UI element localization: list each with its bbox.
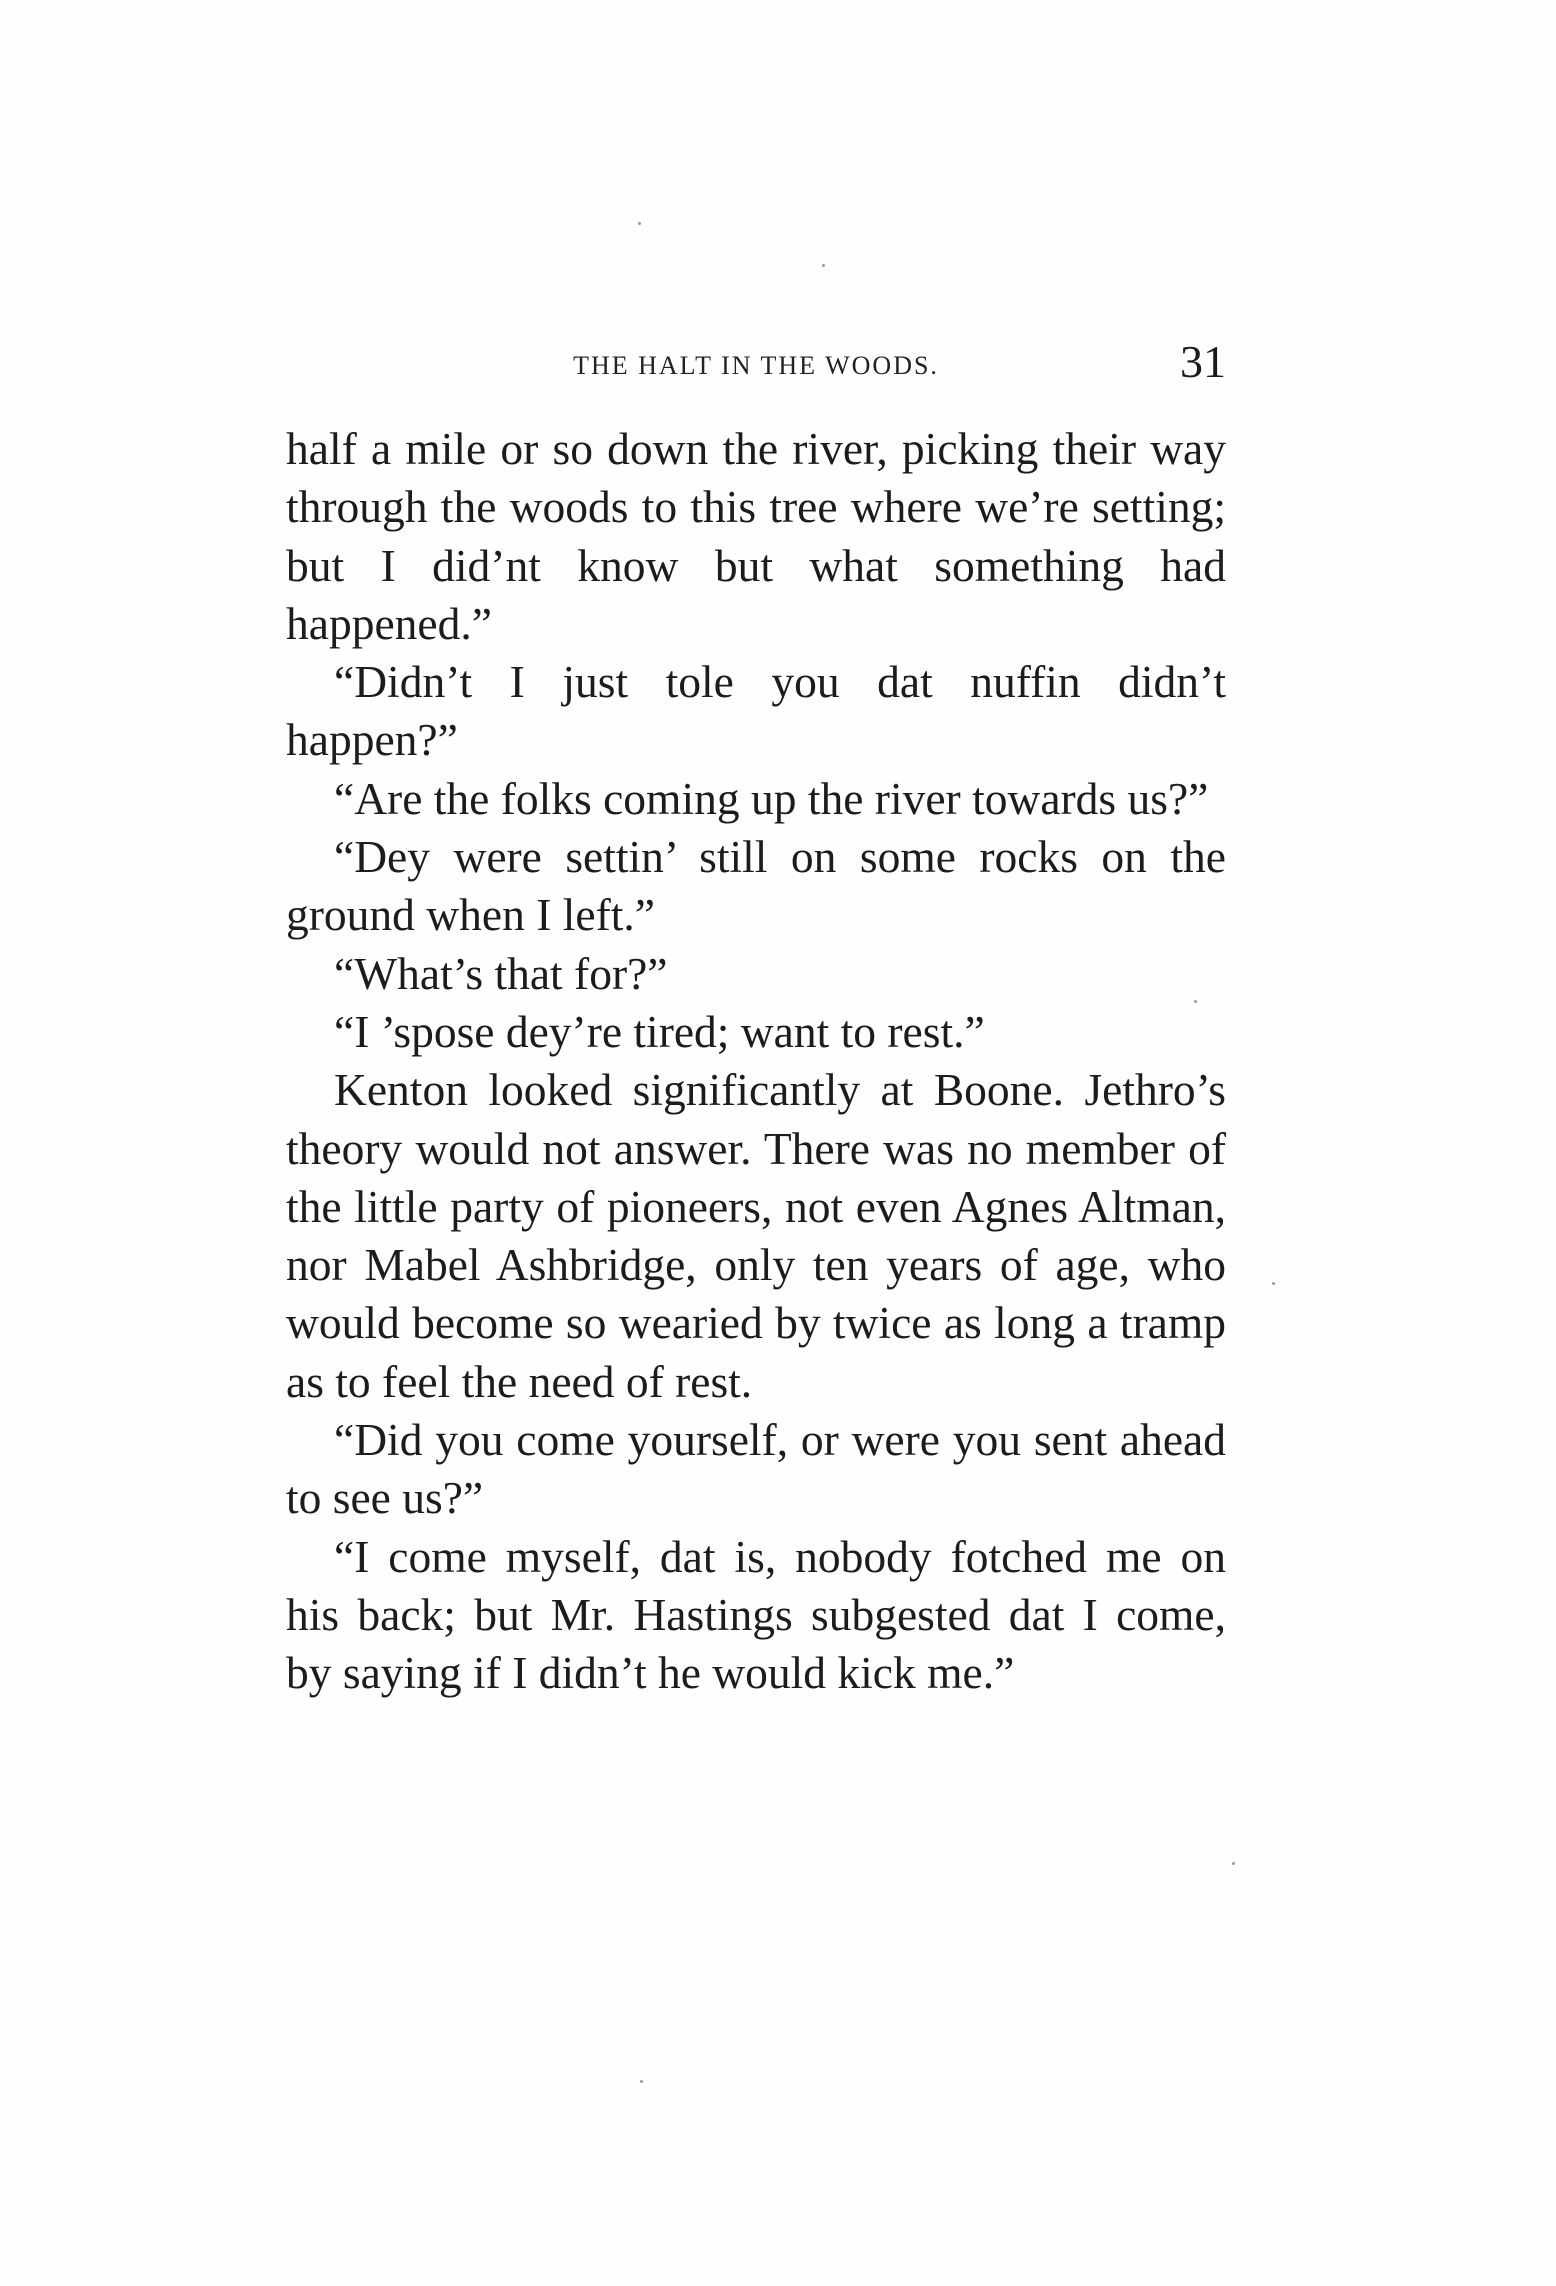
paper-speck	[822, 264, 825, 267]
body-text	[286, 420, 1226, 1703]
paper-speck	[1272, 1282, 1275, 1285]
paragraph: “Dey were settin’ still on some rocks on the ground when I left.”	[286, 831, 1226, 941]
paragraph: “What’s that for?”	[334, 947, 668, 999]
running-title: THE HALT IN THE WOODS.	[573, 351, 939, 380]
paragraph: “I come myself, dat is, nobody fotched me on his back; but Mr. Hastings subgested dat I come, by saying if I didn’t he would kick me.”	[286, 1530, 1226, 1699]
paper-speck	[640, 2080, 643, 2083]
paper-speck	[638, 222, 641, 225]
page-number: 31	[1180, 336, 1226, 387]
running-head	[286, 335, 1226, 395]
paper-speck	[1194, 1000, 1197, 1003]
paragraph: “Didn’t I just tole you dat nuffin didn’t happen?”	[286, 656, 1226, 766]
paper-speck	[1232, 1862, 1235, 1865]
paragraph: Kenton looked significantly at Boone. Jethro’s theory would not answer. There was no member of the little party of pioneers, not even Agnes Altman, nor Mabel Ashbridge, only ten years of age, who would become so wearied by twice as long a tramp as to feel the need of rest.	[286, 1064, 1226, 1407]
paragraph: “Did you come yourself, or were you sent ahead to see us?”	[286, 1414, 1226, 1524]
paragraph: half a mile or so down the river, picking their way through the woods to this tree where we’re setting; but I did’nt know but what something had happened.”	[286, 423, 1226, 649]
paragraph: “Are the folks coming up the river towards us?”	[334, 772, 1209, 824]
paragraph: “I ’spose dey’re tired; want to rest.”	[334, 1005, 985, 1057]
